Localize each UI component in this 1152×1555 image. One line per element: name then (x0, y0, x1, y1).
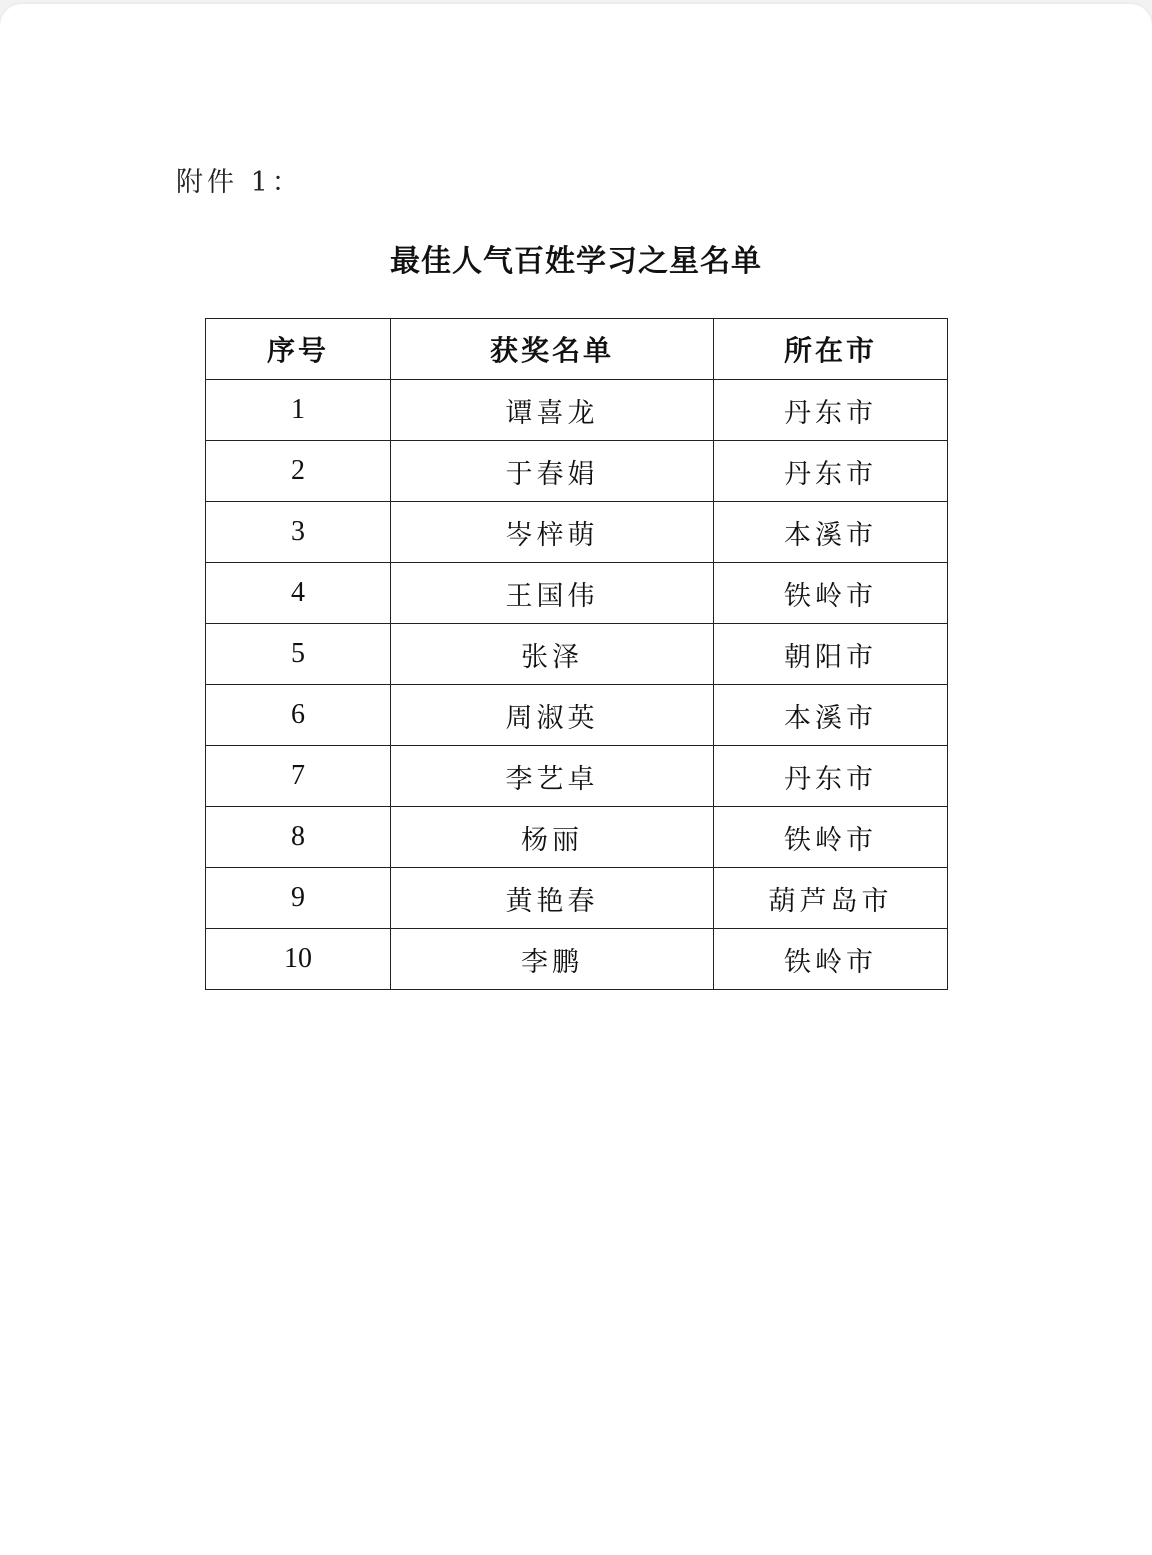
header-winner: 获奖名单 (391, 319, 714, 380)
cell-serial: 4 (206, 563, 391, 624)
cell-city: 铁岭市 (714, 563, 948, 624)
cell-winner: 杨丽 (391, 807, 714, 868)
table-row (206, 685, 948, 746)
cell-winner: 于春娟 (391, 441, 714, 502)
cell-city: 朝阳市 (714, 624, 948, 685)
cell-winner: 张泽 (391, 624, 714, 685)
table-header-row (206, 319, 948, 380)
cell-serial: 1 (206, 380, 391, 441)
cell-winner: 李艺卓 (391, 746, 714, 807)
cell-city: 铁岭市 (714, 929, 948, 990)
cell-city: 丹东市 (714, 380, 948, 441)
cell-serial: 6 (206, 685, 391, 746)
cell-winner: 岑梓萌 (391, 502, 714, 563)
cell-serial: 10 (206, 929, 391, 990)
document-page (0, 4, 1152, 1555)
cell-winner: 李鹏 (391, 929, 714, 990)
table-row (206, 563, 948, 624)
cell-winner: 谭喜龙 (391, 380, 714, 441)
table-row (206, 807, 948, 868)
cell-serial: 2 (206, 441, 391, 502)
cell-serial: 3 (206, 502, 391, 563)
table-row (206, 624, 948, 685)
table-row (206, 441, 948, 502)
table-row (206, 929, 948, 990)
attachment-label: 附件 1： (176, 167, 303, 198)
cell-city: 葫芦岛市 (714, 868, 948, 929)
table-row (206, 502, 948, 563)
cell-city: 丹东市 (714, 746, 948, 807)
cell-serial: 5 (206, 624, 391, 685)
cell-city: 铁岭市 (714, 807, 948, 868)
table-row (206, 746, 948, 807)
document-title: 最佳人气百姓学习之星名单 (390, 244, 762, 279)
cell-city: 丹东市 (714, 441, 948, 502)
table-row (206, 380, 948, 441)
cell-city: 本溪市 (714, 502, 948, 563)
header-city: 所在市 (714, 319, 948, 380)
cell-serial: 9 (206, 868, 391, 929)
cell-winner: 王国伟 (391, 563, 714, 624)
header-serial: 序号 (206, 319, 391, 380)
cell-winner: 周淑英 (391, 685, 714, 746)
cell-serial: 8 (206, 807, 391, 868)
cell-city: 本溪市 (714, 685, 948, 746)
table-row (206, 868, 948, 929)
cell-winner: 黄艳春 (391, 868, 714, 929)
cell-serial: 7 (206, 746, 391, 807)
award-table (205, 318, 948, 990)
